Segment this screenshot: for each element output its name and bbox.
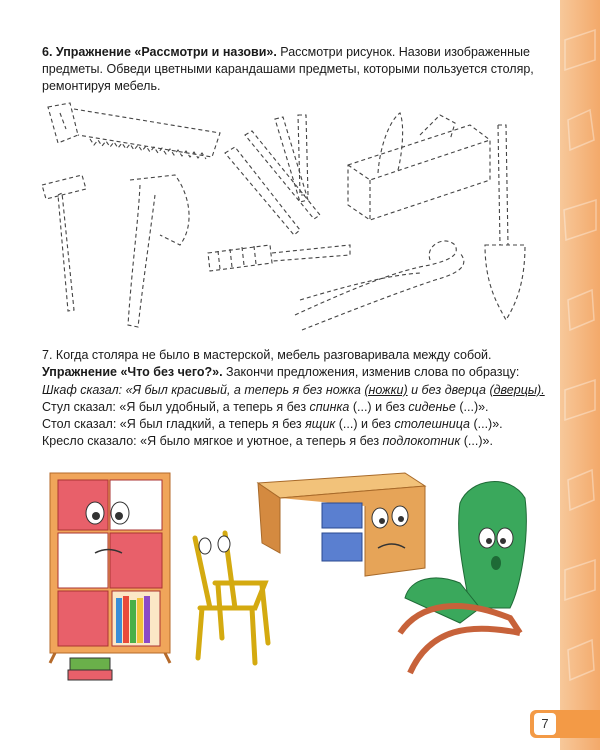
tools-illustration: [30, 95, 550, 340]
hammer-icon: [42, 175, 86, 311]
exercise-6-number: 6.: [42, 45, 53, 59]
page-number: 7: [534, 713, 556, 735]
exercise-6: [42, 44, 547, 95]
exercise-6-text: Рассмотри рисунок. Назови изображенные предметы. Обведи цветными карандашами предметы, которыми пользуется столяр, ремонтируя мебель.: [42, 45, 534, 93]
nails-icon: [225, 115, 320, 235]
desk-illustration: [258, 473, 425, 576]
example-answer-2: (дверцы).: [489, 383, 545, 397]
example-prefix: Шкаф сказал: «Я был красивый, а теперь я без: [42, 383, 326, 397]
exercise-7-number: 7.: [42, 348, 53, 362]
chair-illustration: [195, 533, 268, 663]
table-line: Стол сказал: «Я был гладкий, а теперь я без ящик (...) и без столешница (...)».: [42, 417, 503, 431]
armchair-word-1: подлокотник: [382, 434, 461, 448]
exercise-7-title: Упражнение «Что без чего?».: [42, 365, 223, 379]
exercise-7-text-2: Закончи предложения, изменив слова по образцу:: [222, 365, 520, 379]
decorative-book-pattern: [560, 0, 600, 750]
table-word-1: ящик: [305, 417, 336, 431]
saw-icon: [48, 103, 220, 159]
cabinet-illustration: [50, 473, 170, 680]
plane-icon: [348, 113, 490, 220]
chair-line: Стул сказал: «Я был удобный, а теперь я без спинка (...) и без сиденье (...)».: [42, 400, 489, 414]
example-answer-1: (ножки): [364, 383, 408, 397]
screwdriver-icon: [208, 245, 350, 271]
armchair-line: Кресло сказало: «Я было мягкое и уютное, а теперь я без подлокотник (...)».: [42, 434, 493, 448]
example-word-1: ножка: [325, 383, 361, 397]
furniture-illustration: [40, 458, 560, 688]
exercise-7: [42, 347, 547, 381]
sentence-lines: [42, 382, 562, 450]
chair-word-1: спинка: [309, 400, 350, 414]
chair-word-2: сиденье: [408, 400, 456, 414]
shovel-icon: [485, 125, 525, 320]
example-line: [42, 382, 562, 399]
pincers-icon: [295, 241, 464, 330]
table-word-2: столешница: [394, 417, 470, 431]
exercise-7-text-1: Когда столяра не было в мастерской, мебель разговаривала между собой.: [55, 348, 492, 362]
books-icon: [116, 596, 150, 643]
example-mid: и без: [407, 383, 445, 397]
exercise-6-title: Упражнение «Рассмотри и назови».: [55, 45, 277, 59]
axe-icon: [128, 175, 189, 327]
example-word-2: дверца: [444, 383, 486, 397]
